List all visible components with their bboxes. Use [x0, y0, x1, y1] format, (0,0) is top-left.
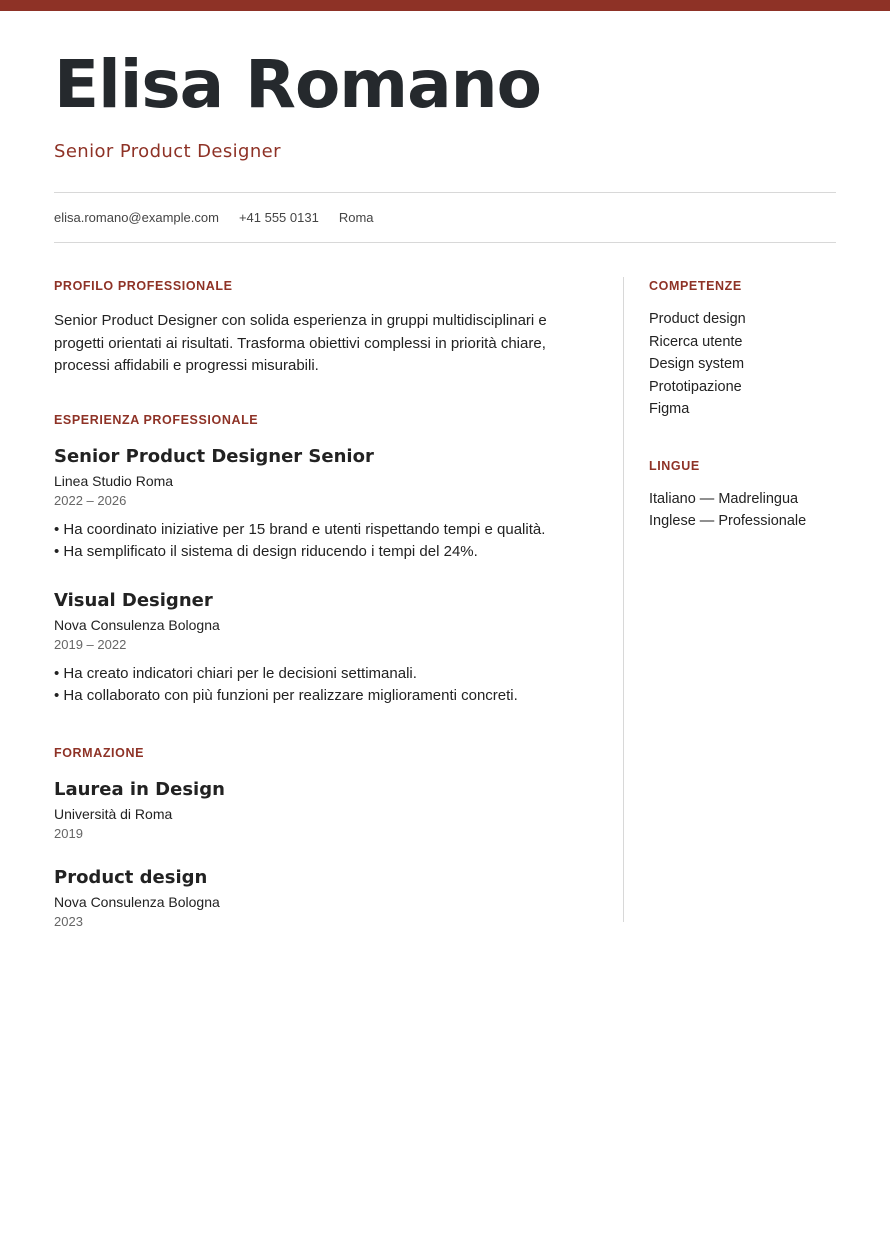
side-column — [649, 278, 836, 533]
candidate-name: Elisa Romano — [54, 46, 541, 123]
achievement-item: • Ha collaborato con più funzioni per realizzare miglioramenti concreti. — [54, 687, 518, 704]
contact-city: Roma — [338, 210, 374, 225]
achievement-item: • Ha creato indicatori chiari per le decisioni settimanali. — [54, 664, 417, 682]
contact-email[interactable]: elisa.romano@example.com — [54, 210, 219, 225]
section-title-skills: COMPETENZE — [649, 279, 742, 293]
education-year: 2023 — [54, 913, 83, 929]
education-section — [54, 745, 599, 930]
degree-title: Product design — [54, 866, 208, 888]
achievement-item: • Ha semplificato il sistema di design riducendo i tempi del 24%. — [54, 543, 478, 560]
degree-title: Laurea in Design — [54, 778, 225, 800]
skills-list — [649, 308, 836, 421]
education-entry — [54, 779, 599, 842]
languages-section — [649, 458, 836, 533]
skill-item: Design system — [649, 356, 745, 372]
education-institution: Nova Consulenza Bologna — [54, 893, 220, 910]
skill-item: Figma — [649, 401, 690, 417]
profile-summary: Senior Product Designer con solida esperienza in gruppi multidisciplinari e progetti orientati ai risultati. Trasforma obiettivi complessi in priorità chiare, processi affidabili e progressi misurabili. — [54, 312, 547, 374]
job-organization: Nova Consulenza Bologna — [54, 616, 220, 633]
header-bottom-divider — [54, 242, 836, 243]
achievement-item: • Ha coordinato iniziative per 15 brand e utenti rispettando tempi e qualità. — [54, 520, 546, 538]
language-item: Inglese — Professionale — [649, 513, 807, 529]
job-dates: 2019 – 2022 — [54, 636, 127, 652]
job-achievements — [54, 663, 599, 708]
skills-section — [649, 278, 836, 421]
column-divider — [623, 277, 624, 922]
contact-bar — [54, 210, 374, 225]
skill-item: Product design — [649, 311, 746, 327]
education-year: 2019 — [54, 825, 83, 841]
skill-item: Ricerca utente — [649, 333, 743, 350]
education-institution: Università di Roma — [54, 805, 173, 822]
job-organization: Linea Studio Roma — [54, 472, 174, 489]
skill-item: Prototipazione — [649, 378, 742, 395]
candidate-role: Senior Product Designer — [54, 141, 281, 162]
section-title-experience: ESPERIENZA PROFESSIONALE — [54, 412, 259, 427]
section-title-languages: LINGUE — [649, 458, 700, 473]
job-entry — [54, 446, 599, 564]
languages-list — [649, 488, 836, 533]
header-top-divider — [54, 192, 836, 193]
job-title: Visual Designer — [54, 589, 213, 611]
language-item: Italiano — Madrelingua — [649, 490, 799, 507]
education-entry — [54, 867, 599, 930]
top-accent-bar — [0, 0, 890, 11]
section-title-education: FORMAZIONE — [54, 745, 145, 760]
job-entry — [54, 590, 599, 708]
job-dates: 2022 – 2026 — [54, 492, 127, 508]
section-title-profile: PROFILO PROFESSIONALE — [54, 279, 233, 293]
experience-section — [54, 412, 599, 708]
job-title: Senior Product Designer Senior — [54, 445, 374, 467]
main-column — [54, 278, 599, 930]
contact-phone[interactable]: +41 555 0131 — [238, 210, 319, 225]
profile-section — [54, 278, 599, 378]
job-achievements — [54, 519, 599, 564]
